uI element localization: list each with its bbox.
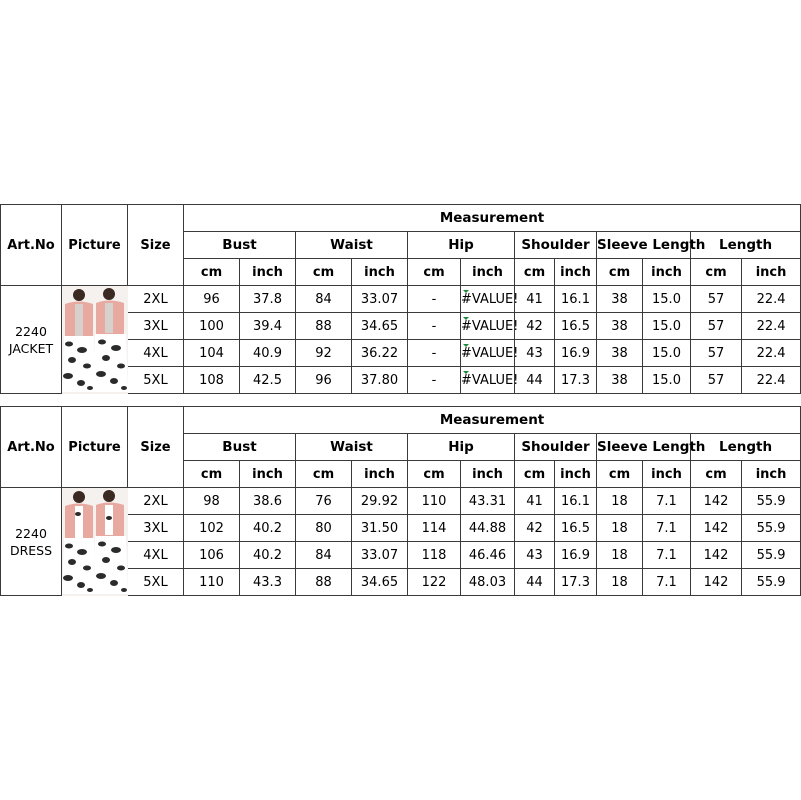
header-picture [62, 407, 128, 488]
unit-inch: inch [240, 461, 296, 488]
picture-cell [62, 286, 128, 394]
hip-cm-cell: 118 [408, 542, 461, 569]
bust-cm-cell: 106 [184, 542, 240, 569]
sleeve-cm-cell: 38 [597, 367, 643, 394]
header-art-no [1, 407, 62, 488]
art-number: 2240 [15, 525, 47, 541]
bust-cm-cell: 100 [184, 313, 240, 340]
waist-inch-cell: 37.80 [352, 367, 408, 394]
size-cell: 4XL [128, 340, 184, 367]
bust-inch-cell: 37.8 [240, 286, 296, 313]
waist-cm-cell: 80 [296, 515, 352, 542]
hip-inch-cell: 43.31 [461, 488, 515, 515]
header-shoulder: Shoulder [515, 232, 597, 259]
unit-inch: inch [742, 461, 801, 488]
hip-inch-cell: #VALUE! [461, 340, 515, 367]
waist-inch-cell: 36.22 [352, 340, 408, 367]
unit-inch: inch [555, 259, 597, 286]
art-number: 2240 [15, 323, 47, 339]
waist-cm-cell: 92 [296, 340, 352, 367]
waist-cm-cell: 84 [296, 542, 352, 569]
header-size-label: Size [140, 237, 171, 253]
header-measurement-label: Measurement [439, 210, 545, 226]
length-cm-cell: 57 [691, 340, 742, 367]
shoulder-cm-cell: 41 [515, 286, 555, 313]
sleeve-cm-cell: 18 [597, 515, 643, 542]
sleeve-inch-cell: 15.0 [643, 340, 691, 367]
length-cm-cell: 57 [691, 286, 742, 313]
length-cm-cell: 142 [691, 542, 742, 569]
size-cell: 2XL [128, 286, 184, 313]
sleeve-cm-cell: 18 [597, 488, 643, 515]
unit-cm: cm [515, 259, 555, 286]
unit-cm: cm [184, 259, 240, 286]
size-cell: 3XL [128, 313, 184, 340]
sleeve-cm-cell: 38 [597, 286, 643, 313]
length-inch-cell: 55.9 [742, 542, 801, 569]
header-sleeve-length: Sleeve Length [597, 232, 691, 259]
shoulder-inch-cell: 17.3 [555, 569, 597, 596]
bust-inch-cell: 40.2 [240, 542, 296, 569]
bust-inch-cell: 39.4 [240, 313, 296, 340]
header-size [128, 407, 184, 488]
header-waist: Waist [296, 434, 408, 461]
unit-cm: cm [408, 259, 461, 286]
waist-cm-cell: 84 [296, 286, 352, 313]
length-cm-cell: 57 [691, 313, 742, 340]
header-art-no-label: Art.No [7, 237, 55, 253]
unit-cm: cm [296, 259, 352, 286]
unit-cm: cm [515, 461, 555, 488]
header-sleeve-length: Sleeve Length [597, 434, 691, 461]
bust-inch-cell: 43.3 [240, 569, 296, 596]
waist-inch-cell: 34.65 [352, 569, 408, 596]
hip-inch-cell: #VALUE! [461, 286, 515, 313]
length-cm-cell: 142 [691, 569, 742, 596]
table-row [1, 488, 801, 515]
shoulder-cm-cell: 44 [515, 569, 555, 596]
header-size [128, 205, 184, 286]
sleeve-cm-cell: 38 [597, 340, 643, 367]
size-cell: 5XL [128, 367, 184, 394]
bust-inch-cell: 40.9 [240, 340, 296, 367]
unit-cm: cm [597, 461, 643, 488]
sleeve-inch-cell: 15.0 [643, 286, 691, 313]
waist-inch-cell: 34.65 [352, 313, 408, 340]
header-waist: Waist [296, 232, 408, 259]
picture-cell [62, 488, 128, 596]
header-measurement-label: Measurement [439, 412, 545, 428]
length-cm-cell: 142 [691, 488, 742, 515]
bust-cm-cell: 102 [184, 515, 240, 542]
bust-inch-cell: 38.6 [240, 488, 296, 515]
shoulder-inch-cell: 16.5 [555, 313, 597, 340]
bust-inch-cell: 42.5 [240, 367, 296, 394]
unit-cm: cm [296, 461, 352, 488]
model-photo-icon [62, 286, 128, 394]
shoulder-inch-cell: 16.1 [555, 488, 597, 515]
bust-cm-cell: 96 [184, 286, 240, 313]
sleeve-inch-cell: 7.1 [643, 542, 691, 569]
waist-cm-cell: 76 [296, 488, 352, 515]
unit-inch: inch [352, 259, 408, 286]
header-shoulder: Shoulder [515, 434, 597, 461]
waist-inch-cell: 33.07 [352, 286, 408, 313]
length-inch-cell: 22.4 [742, 313, 801, 340]
size-chart-dress [0, 406, 801, 596]
shoulder-cm-cell: 44 [515, 367, 555, 394]
sleeve-inch-cell: 7.1 [643, 515, 691, 542]
length-inch-cell: 55.9 [742, 569, 801, 596]
header-hip: Hip [408, 434, 515, 461]
unit-inch: inch [643, 461, 691, 488]
header-art-no [1, 205, 62, 286]
model-photo-icon [62, 488, 128, 596]
shoulder-inch-cell: 16.9 [555, 542, 597, 569]
shoulder-inch-cell: 16.9 [555, 340, 597, 367]
length-inch-cell: 55.9 [742, 488, 801, 515]
unit-inch: inch [461, 259, 515, 286]
shoulder-cm-cell: 43 [515, 340, 555, 367]
error-indicator-icon [463, 317, 469, 320]
hip-inch-cell: #VALUE! [461, 367, 515, 394]
shoulder-cm-cell: 43 [515, 542, 555, 569]
length-inch-cell: 55.9 [742, 515, 801, 542]
waist-cm-cell: 88 [296, 313, 352, 340]
size-cell: 5XL [128, 569, 184, 596]
unit-inch: inch [352, 461, 408, 488]
unit-inch: inch [240, 259, 296, 286]
unit-cm: cm [597, 259, 643, 286]
hip-cm-cell: - [408, 367, 461, 394]
size-cell: 4XL [128, 542, 184, 569]
size-chart-jacket [0, 204, 801, 394]
hip-inch-cell: 48.03 [461, 569, 515, 596]
size-cell: 2XL [128, 488, 184, 515]
waist-inch-cell: 33.07 [352, 542, 408, 569]
header-bust: Bust [184, 434, 296, 461]
bust-cm-cell: 108 [184, 367, 240, 394]
unit-inch: inch [643, 259, 691, 286]
length-cm-cell: 57 [691, 367, 742, 394]
bust-cm-cell: 110 [184, 569, 240, 596]
sleeve-cm-cell: 38 [597, 313, 643, 340]
hip-cm-cell: - [408, 286, 461, 313]
unit-cm: cm [691, 461, 742, 488]
hip-cm-cell: - [408, 340, 461, 367]
art-no-cell [1, 488, 62, 596]
unit-cm: cm [184, 461, 240, 488]
hip-inch-cell: #VALUE! [461, 313, 515, 340]
sleeve-inch-cell: 7.1 [643, 569, 691, 596]
header-hip: Hip [408, 232, 515, 259]
sleeve-cm-cell: 18 [597, 542, 643, 569]
shoulder-cm-cell: 41 [515, 488, 555, 515]
sleeve-inch-cell: 15.0 [643, 313, 691, 340]
header-bust: Bust [184, 232, 296, 259]
sleeve-cm-cell: 18 [597, 569, 643, 596]
shoulder-cm-cell: 42 [515, 313, 555, 340]
hip-cm-cell: 110 [408, 488, 461, 515]
shoulder-cm-cell: 42 [515, 515, 555, 542]
error-indicator-icon [463, 344, 469, 347]
unit-cm: cm [691, 259, 742, 286]
waist-inch-cell: 29.92 [352, 488, 408, 515]
shoulder-inch-cell: 16.5 [555, 515, 597, 542]
sleeve-inch-cell: 15.0 [643, 367, 691, 394]
header-art-no-label: Art.No [7, 439, 55, 455]
hip-inch-cell: 46.46 [461, 542, 515, 569]
waist-cm-cell: 88 [296, 569, 352, 596]
length-inch-cell: 22.4 [742, 286, 801, 313]
hip-inch-cell: 44.88 [461, 515, 515, 542]
header-measurement [184, 407, 801, 434]
art-no-cell [1, 286, 62, 394]
error-indicator-icon [463, 371, 469, 374]
header-measurement [184, 205, 801, 232]
unit-inch: inch [742, 259, 801, 286]
error-indicator-icon [463, 290, 469, 293]
size-cell: 3XL [128, 515, 184, 542]
length-inch-cell: 22.4 [742, 367, 801, 394]
art-type: DRESS [9, 542, 53, 558]
header-picture [62, 205, 128, 286]
header-picture-label: Picture [68, 439, 121, 455]
art-type: JACKET [8, 340, 54, 356]
unit-cm: cm [408, 461, 461, 488]
bust-cm-cell: 98 [184, 488, 240, 515]
bust-inch-cell: 40.2 [240, 515, 296, 542]
sleeve-inch-cell: 7.1 [643, 488, 691, 515]
length-inch-cell: 22.4 [742, 340, 801, 367]
header-length: Length [691, 434, 801, 461]
shoulder-inch-cell: 17.3 [555, 367, 597, 394]
bust-cm-cell: 104 [184, 340, 240, 367]
unit-inch: inch [461, 461, 515, 488]
hip-cm-cell: 122 [408, 569, 461, 596]
shoulder-inch-cell: 16.1 [555, 286, 597, 313]
hip-cm-cell: - [408, 313, 461, 340]
waist-inch-cell: 31.50 [352, 515, 408, 542]
header-picture-label: Picture [68, 237, 121, 253]
waist-cm-cell: 96 [296, 367, 352, 394]
hip-cm-cell: 114 [408, 515, 461, 542]
unit-inch: inch [555, 461, 597, 488]
table-row [1, 286, 801, 313]
header-length: Length [691, 232, 801, 259]
header-size-label: Size [140, 439, 171, 455]
length-cm-cell: 142 [691, 515, 742, 542]
